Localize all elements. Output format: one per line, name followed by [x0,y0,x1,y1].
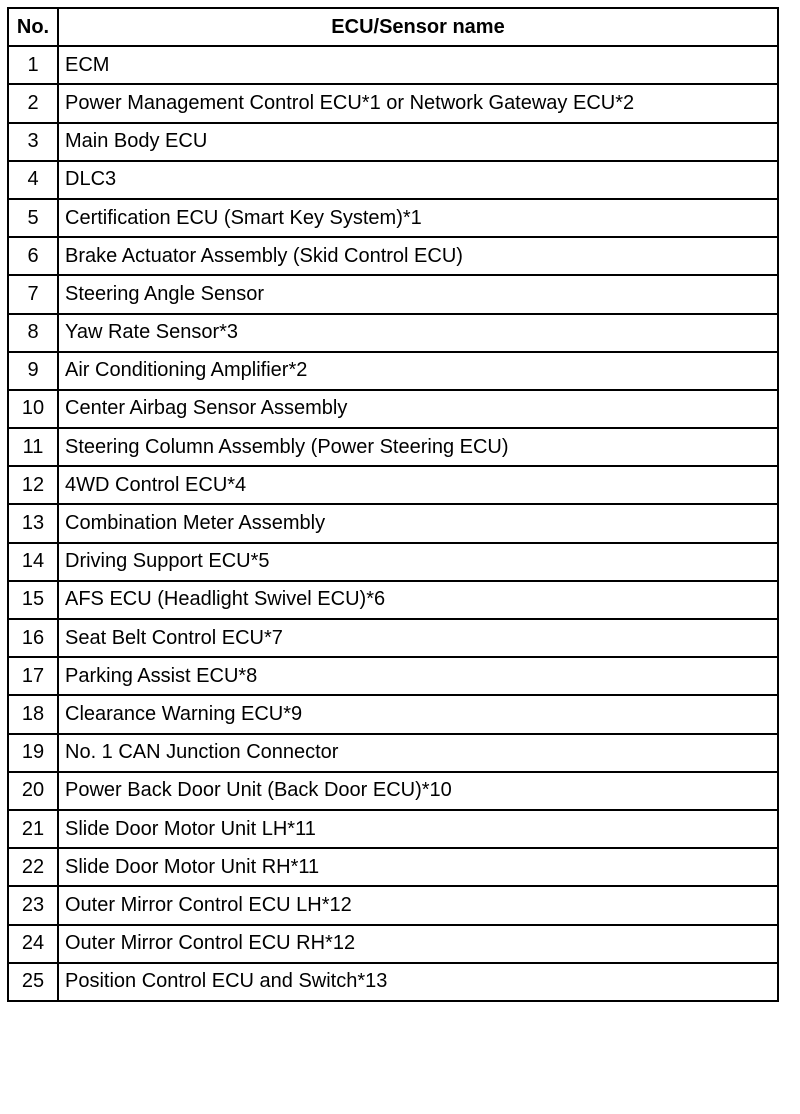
ecu-sensor-name: Power Back Door Unit (Back Door ECU)*10 [58,772,778,810]
ecu-sensor-name: Air Conditioning Amplifier*2 [58,352,778,390]
ecu-sensor-table [7,7,779,1002]
row-number: 9 [8,352,58,390]
ecu-sensor-name: Power Management Control ECU*1 or Network Gateway ECU*2 [58,84,778,122]
row-number: 13 [8,504,58,542]
row-number: 18 [8,695,58,733]
row-number: 2 [8,84,58,122]
header-ecu-sensor-name: ECU/Sensor name [58,8,778,46]
table-row [8,581,778,619]
row-number: 20 [8,772,58,810]
header-no: No. [8,8,58,46]
table-body [8,46,778,1001]
table-row [8,161,778,199]
ecu-sensor-name: Slide Door Motor Unit RH*11 [58,848,778,886]
ecu-sensor-name: Steering Angle Sensor [58,275,778,313]
row-number: 6 [8,237,58,275]
table-row [8,352,778,390]
ecu-sensor-name: Combination Meter Assembly [58,504,778,542]
ecu-sensor-name: Center Airbag Sensor Assembly [58,390,778,428]
table-row [8,504,778,542]
row-number: 3 [8,123,58,161]
row-number: 25 [8,963,58,1001]
ecu-sensor-name: Driving Support ECU*5 [58,543,778,581]
row-number: 16 [8,619,58,657]
table-row [8,963,778,1001]
ecu-sensor-name: 4WD Control ECU*4 [58,466,778,504]
table-row [8,275,778,313]
row-number: 4 [8,161,58,199]
ecu-sensor-name: DLC3 [58,161,778,199]
table-row [8,314,778,352]
table-row [8,925,778,963]
table-row [8,237,778,275]
row-number: 8 [8,314,58,352]
ecu-sensor-name: Steering Column Assembly (Power Steering ECU) [58,428,778,466]
table-row [8,390,778,428]
row-number: 5 [8,199,58,237]
row-number: 15 [8,581,58,619]
table-row [8,695,778,733]
ecu-sensor-name: Seat Belt Control ECU*7 [58,619,778,657]
ecu-sensor-name: No. 1 CAN Junction Connector [58,734,778,772]
ecu-sensor-name: Position Control ECU and Switch*13 [58,963,778,1001]
row-number: 7 [8,275,58,313]
row-number: 10 [8,390,58,428]
table-row [8,123,778,161]
table-row [8,657,778,695]
row-number: 23 [8,886,58,924]
row-number: 1 [8,46,58,84]
table-row [8,199,778,237]
table-row [8,619,778,657]
table-row [8,46,778,84]
row-number: 24 [8,925,58,963]
table-row [8,428,778,466]
ecu-sensor-name: Yaw Rate Sensor*3 [58,314,778,352]
row-number: 19 [8,734,58,772]
table-row [8,810,778,848]
row-number: 14 [8,543,58,581]
table-row [8,466,778,504]
ecu-sensor-name: Clearance Warning ECU*9 [58,695,778,733]
row-number: 22 [8,848,58,886]
table-row [8,84,778,122]
ecu-sensor-name: Certification ECU (Smart Key System)*1 [58,199,778,237]
table-row [8,734,778,772]
table-row [8,772,778,810]
ecu-sensor-name: Brake Actuator Assembly (Skid Control ECU) [58,237,778,275]
ecu-sensor-name: Outer Mirror Control ECU LH*12 [58,886,778,924]
table-row [8,543,778,581]
ecu-sensor-name: Main Body ECU [58,123,778,161]
row-number: 17 [8,657,58,695]
ecu-sensor-name: Parking Assist ECU*8 [58,657,778,695]
row-number: 11 [8,428,58,466]
ecu-sensor-name: AFS ECU (Headlight Swivel ECU)*6 [58,581,778,619]
ecu-sensor-name: Slide Door Motor Unit LH*11 [58,810,778,848]
ecu-sensor-name: ECM [58,46,778,84]
ecu-sensor-name: Outer Mirror Control ECU RH*12 [58,925,778,963]
row-number: 12 [8,466,58,504]
row-number: 21 [8,810,58,848]
table-row [8,886,778,924]
table-header-row [8,8,778,46]
table-row [8,848,778,886]
